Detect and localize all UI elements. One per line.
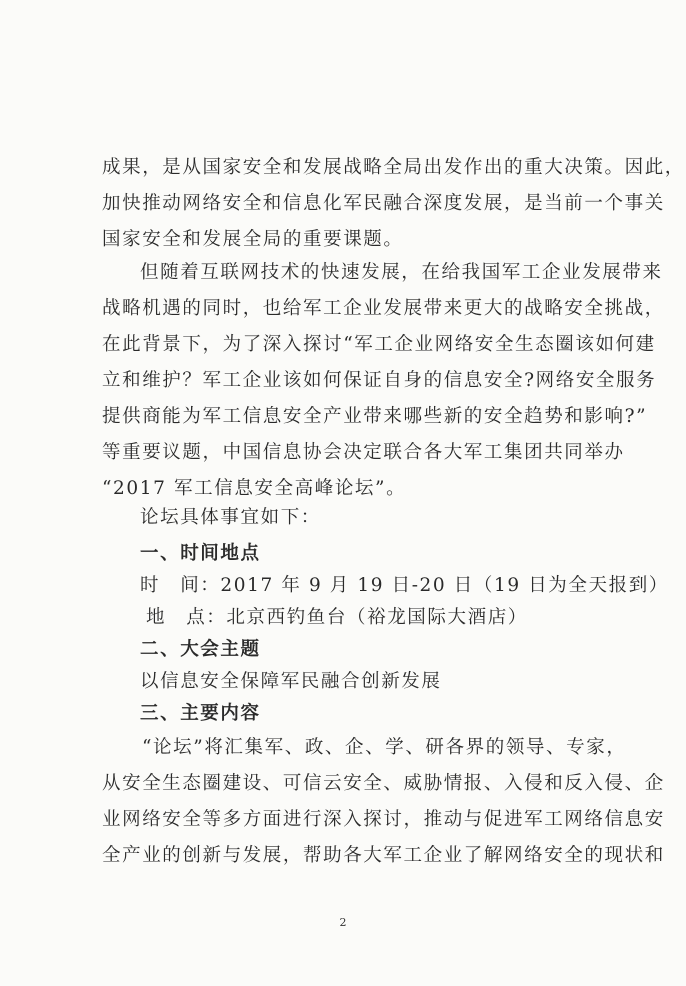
intro-paragraph: [102, 150, 685, 258]
background-line: “2017 军工信息安全高峰论坛”。: [102, 478, 407, 499]
background-line: 战略机遇的同时，也给军工企业发展带来更大的战略安全挑战，: [102, 298, 665, 319]
content-line: 从安全生态圈建设、可信云安全、威胁情报、入侵和反入侵、企: [102, 773, 665, 794]
content-line: “论坛”将汇集军、政、企、学、研各界的领导、专家，: [142, 737, 627, 758]
section-heading-content: 三、主要内容: [140, 703, 261, 724]
background-line: 立和维护？军工企业该如何保证自身的信息安全?网络安全服务: [102, 370, 657, 391]
intro-line: 国家安全和发展全局的重要课题。: [102, 229, 404, 250]
background-line: 提供商能为军工信息安全产业带来哪些新的安全趋势和影响?”: [102, 406, 648, 427]
section-heading-time-place: 一、时间地点: [140, 543, 261, 564]
background-paragraph: [102, 255, 665, 507]
content-line: 业网络安全等多方面进行深入探讨，推动与促进军工网络信息安: [102, 809, 665, 830]
content-line: 全产业的创新与发展，帮助各大军工企业了解网络安全的现状和: [102, 845, 665, 866]
intro-line: 加快推动网络安全和信息化军民融合深度发展，是当前一个事关: [102, 193, 665, 214]
intro-line: 成果，是从国家安全和发展战略全局出发作出的重大决策。因此，: [102, 157, 685, 178]
background-line: 但随着互联网技术的快速发展，在给我国军工企业发展带来: [140, 262, 663, 283]
page-number: 2: [339, 916, 347, 929]
forum-intro: 论坛具体事宜如下：: [140, 507, 321, 528]
time-line: 时 间：2017 年 9 月 19 日-20 日（19 日为全天报到）: [140, 575, 669, 596]
section-heading-theme: 二、大会主题: [140, 639, 261, 660]
theme-line: 以信息安全保障军民融合创新发展: [140, 671, 442, 692]
background-line: 在此背景下，为了深入探讨“军工企业网络安全生态圈该如何建: [102, 334, 656, 355]
place-line: 地 点：北京西钓鱼台（裕龙国际大酒店）: [146, 607, 528, 628]
background-line: 等重要议题，中国信息协会决定联合各大军工集团共同举办: [102, 442, 625, 463]
content-paragraph: [102, 730, 665, 874]
